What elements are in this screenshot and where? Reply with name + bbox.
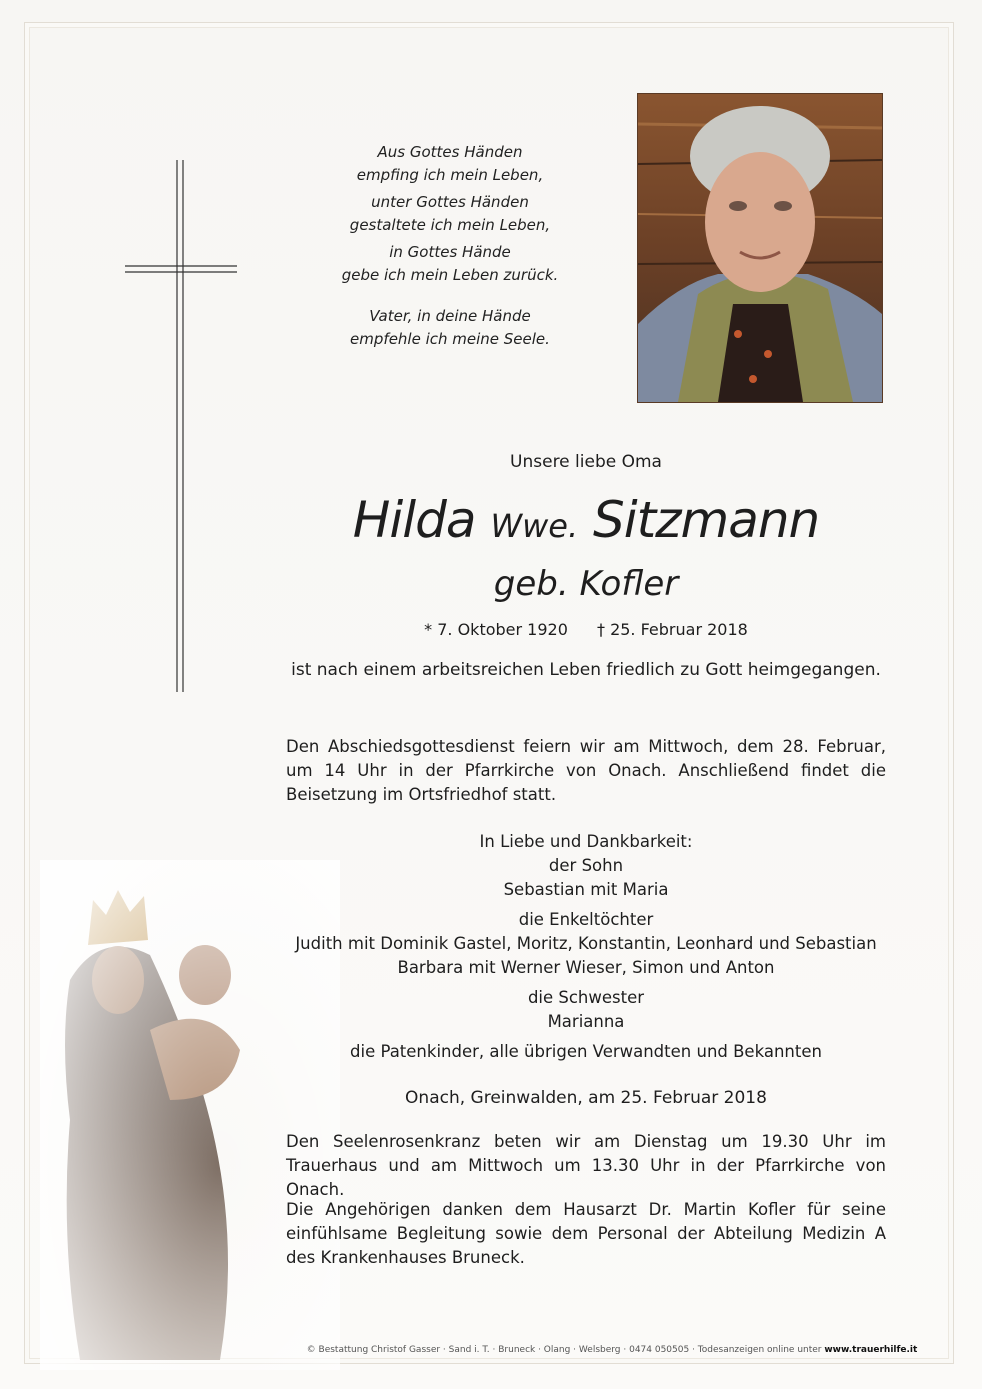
deceased-name: [286, 490, 886, 556]
verse-line: gestaltete ich mein Leben,: [349, 216, 551, 234]
death-date: † 25. Februar 2018: [596, 620, 748, 639]
thanks-paragraph: Die Angehörigen danken dem Hausarzt Dr. Martin Kofler für seine einfühlsame Begleitung sowie dem Personal der Abteilung Medizin A des Krankenhauses Bruneck.: [286, 1200, 886, 1267]
passing-statement: ist nach einem arbeitsreichen Leben friedlich zu Gott heimgegangen.: [291, 660, 881, 680]
last-name: Sitzmann: [593, 491, 820, 549]
footer: [286, 1345, 938, 1355]
family-label: die Enkeltöchter: [518, 910, 654, 929]
family-names: Barbara mit Werner Wieser, Simon und Anton: [397, 958, 775, 977]
family-heading: In Liebe und Dankbarkeit:: [479, 832, 693, 851]
family-names: die Patenkinder, alle übrigen Verwandten und Bekannten: [350, 1042, 822, 1061]
family-label: der Sohn: [548, 856, 624, 875]
verse-line: Vater, in deine Hände: [369, 307, 531, 325]
family-names: Judith mit Dominik Gastel, Moritz, Konstantin, Leonhard und Sebastian: [295, 934, 877, 953]
verse-line: empfehle ich meine Seele.: [350, 330, 550, 348]
footer-text: © Bestattung Christof Gasser · Sand i. T. · Bruneck · Olang · Welsberg · 0474 050505 · Todesanzeigen online unter: [306, 1345, 825, 1355]
widow-title: Wwe.: [490, 507, 579, 545]
portrait-photo: [638, 94, 882, 402]
footer-link[interactable]: www.trauerhilfe.it: [824, 1345, 918, 1355]
verse-line: unter Gottes Händen: [371, 193, 529, 211]
birth-date: * 7. Oktober 1920: [424, 620, 568, 639]
family-names: Marianna: [547, 1012, 625, 1031]
verse: [300, 141, 600, 355]
verse-line: gebe ich mein Leben zurück.: [341, 266, 559, 284]
verse-line: in Gottes Hände: [389, 243, 511, 261]
family-label: die Schwester: [527, 988, 645, 1007]
funeral-paragraph: Den Abschiedsgottesdienst feiern wir am Mittwoch, dem 28. Februar, um 14 Uhr in der Pfarrkirche von Onach. Anschließend findet die Beisetzung im Ortsfriedhof statt.: [286, 737, 886, 804]
intro-line: Unsere liebe Oma: [510, 452, 662, 472]
life-dates: [286, 620, 886, 639]
maiden-name: geb. Kofler: [493, 564, 679, 604]
verse-line: empfing ich mein Leben,: [356, 166, 544, 184]
rosary-paragraph: Den Seelenrosenkranz beten wir am Dienstag um 19.30 Uhr im Trauerhaus und am Mittwoch um 13.30 Uhr in der Pfarrkirche von Onach.: [286, 1132, 886, 1199]
family-names: Sebastian mit Maria: [503, 880, 669, 899]
cross-icon: [125, 160, 240, 692]
place-date: Onach, Greinwalden, am 25. Februar 2018: [405, 1088, 767, 1108]
family-list: [286, 830, 886, 1064]
verse-line: Aus Gottes Händen: [377, 143, 523, 161]
first-name: Hilda: [352, 491, 476, 549]
